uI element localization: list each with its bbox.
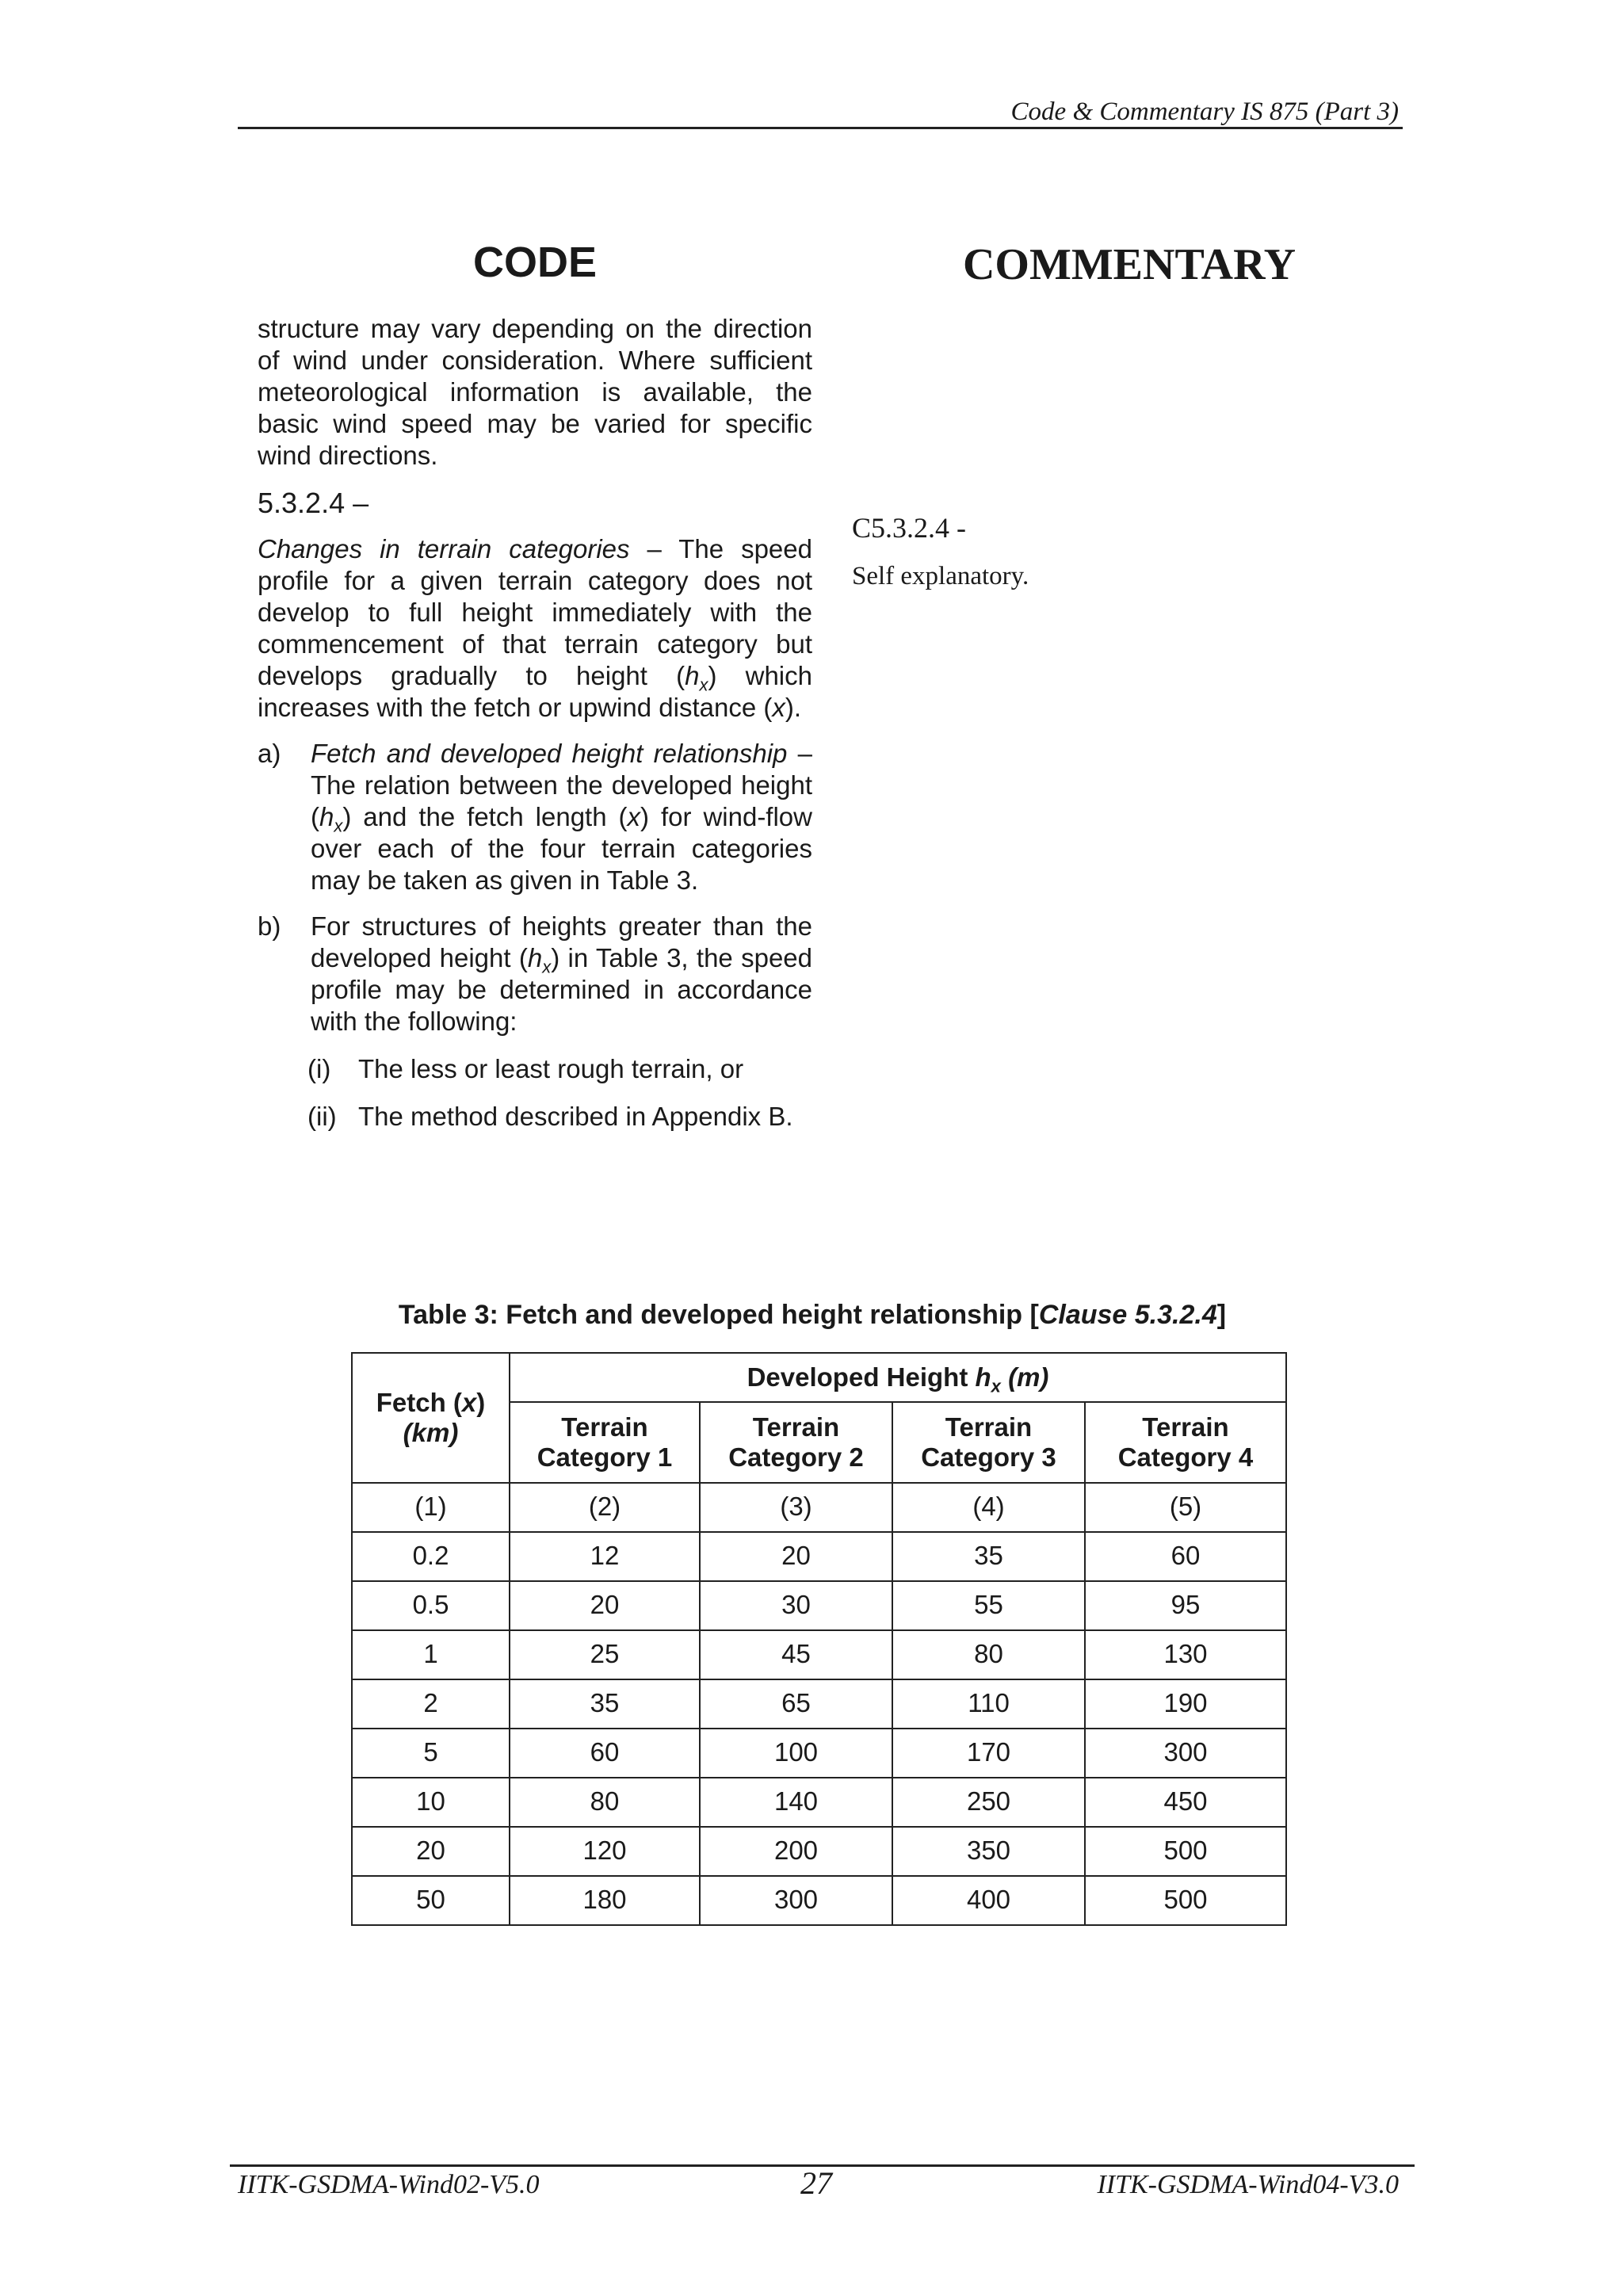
table-cell: 250	[892, 1778, 1085, 1827]
list-item-a	[258, 738, 812, 896]
list-item-b-ii	[307, 1101, 812, 1133]
table-row	[352, 1679, 1286, 1729]
table-cell: 450	[1085, 1778, 1286, 1827]
table-cell: 65	[700, 1679, 892, 1729]
table-cell: 130	[1085, 1630, 1286, 1679]
table-column-number-row	[352, 1483, 1286, 1532]
table-cell: 180	[510, 1876, 700, 1925]
table-cell: 2	[352, 1679, 510, 1729]
table-cell: 140	[700, 1778, 892, 1827]
list-item-b	[258, 911, 812, 1037]
item-text: For structures of heights greater than the developed height $(h_x)$ in Table 3, the speed profile may be determined in accordance with the following:	[311, 911, 812, 1036]
running-header: Code & Commentary IS 875 (Part 3)	[1010, 97, 1399, 126]
fetch-height-table	[351, 1352, 1287, 1926]
table-cell: 0.2	[352, 1532, 510, 1581]
table-cell: (3)	[700, 1483, 892, 1532]
table-cell: 20	[352, 1827, 510, 1876]
subitem-label: (i)	[307, 1054, 331, 1083]
item-label: b)	[258, 911, 281, 941]
table-cell: 45	[700, 1630, 892, 1679]
item-text: Fetch and developed height relationship – The relation between the developed height $(h_x)$ and the fetch length (x) for wind-flow over each of the four terrain categories may be taken as given in Table 3.	[311, 739, 812, 895]
item-label: a)	[258, 739, 281, 768]
category-header-cell: Terrain Category 4	[1085, 1402, 1286, 1483]
table-cell: 20	[510, 1581, 700, 1630]
category-header-cell: Terrain Category 1	[510, 1402, 700, 1483]
code-intro-paragraph: structure may vary depending on the direction of wind under consideration. Where sufficient meteorological information is available, the basic wind speed may be varied for specific wind directions.	[258, 314, 812, 470]
table-cell: 12	[510, 1532, 700, 1581]
subitem-label: (ii)	[307, 1102, 337, 1131]
table-cell: 60	[1085, 1532, 1286, 1581]
table-cell: 400	[892, 1876, 1085, 1925]
table-cell: 10	[352, 1778, 510, 1827]
table-cell: 500	[1085, 1876, 1286, 1925]
commentary-text: Self explanatory.	[852, 562, 1029, 590]
footer-right-id: IITK-GSDMA-Wind04-V3.0	[1097, 2170, 1399, 2199]
table-row	[352, 1630, 1286, 1679]
subitem-text: The less or least rough terrain, or	[358, 1054, 744, 1083]
table-cell: 170	[892, 1729, 1085, 1778]
commentary-clause: C5.3.2.4 -	[852, 512, 966, 544]
table-cell: 5	[352, 1729, 510, 1778]
table-cell: 55	[892, 1581, 1085, 1630]
table-cell: 1	[352, 1630, 510, 1679]
table-cell: 50	[352, 1876, 510, 1925]
fetch-header-cell: Fetch (x) (km)	[352, 1353, 510, 1483]
category-header-cell: Terrain Category 3	[892, 1402, 1085, 1483]
table-cell: 300	[1085, 1729, 1286, 1778]
table-cell: 200	[700, 1827, 892, 1876]
table-cell: 35	[510, 1679, 700, 1729]
sub-list	[307, 1053, 812, 1133]
table-cell: (4)	[892, 1483, 1085, 1532]
commentary-column	[852, 511, 1407, 591]
table-cell: 350	[892, 1827, 1085, 1876]
subitem-text: The method described in Appendix B.	[358, 1102, 793, 1131]
table-cell: (5)	[1085, 1483, 1286, 1532]
table-cell: 60	[510, 1729, 700, 1778]
table-cell: (1)	[352, 1483, 510, 1532]
table-cell: 80	[892, 1630, 1085, 1679]
clause-title: Changes in terrain categories	[258, 534, 630, 563]
table-cell: 500	[1085, 1827, 1286, 1876]
table-caption: Table 3: Fetch and developed height relationship [Clause 5.3.2.4]	[398, 1300, 1227, 1330]
table-row	[352, 1532, 1286, 1581]
table-cell: 80	[510, 1778, 700, 1827]
item-a-title: Fetch and developed height relationship	[311, 739, 788, 768]
table-row	[352, 1729, 1286, 1778]
category-header-cell: Terrain Category 2	[700, 1402, 892, 1483]
code-heading: CODE	[472, 239, 597, 286]
table-cell: 110	[892, 1679, 1085, 1729]
table-row	[352, 1827, 1286, 1876]
table-cell: 120	[510, 1827, 700, 1876]
table-row	[352, 1581, 1286, 1630]
clause-paragraph: Changes in terrain categories – The speed profile for a given terrain category does not develop to full height immediately with the commencement of that terrain category but develops gradually to height $(h_x)$ which increases with the fetch or upwind distance (x).	[258, 534, 812, 722]
table-cell: 300	[700, 1876, 892, 1925]
commentary-heading: COMMENTARY	[962, 240, 1296, 289]
table-cell: 95	[1085, 1581, 1286, 1630]
table-cell: 25	[510, 1630, 700, 1679]
clause-number: 5.3.2.4 –	[258, 487, 369, 519]
table-cell: 0.5	[352, 1581, 510, 1630]
footer-left-id: IITK-GSDMA-Wind02-V5.0	[238, 2170, 540, 2199]
table-cell: 190	[1085, 1679, 1286, 1729]
table-row	[352, 1876, 1286, 1925]
table-cell: 30	[700, 1581, 892, 1630]
table-cell: 100	[700, 1729, 892, 1778]
table-cell: (2)	[510, 1483, 700, 1532]
table-cell: 35	[892, 1532, 1085, 1581]
developed-height-header-cell: Developed Height $h_x$ (m)	[510, 1353, 1286, 1402]
table-header-row	[352, 1353, 1286, 1402]
page-number: 27	[800, 2165, 832, 2201]
header-rule	[238, 127, 1403, 129]
list-item-b-i	[307, 1053, 812, 1085]
table-row	[352, 1778, 1286, 1827]
table-cell: 20	[700, 1532, 892, 1581]
code-column	[258, 313, 812, 1133]
